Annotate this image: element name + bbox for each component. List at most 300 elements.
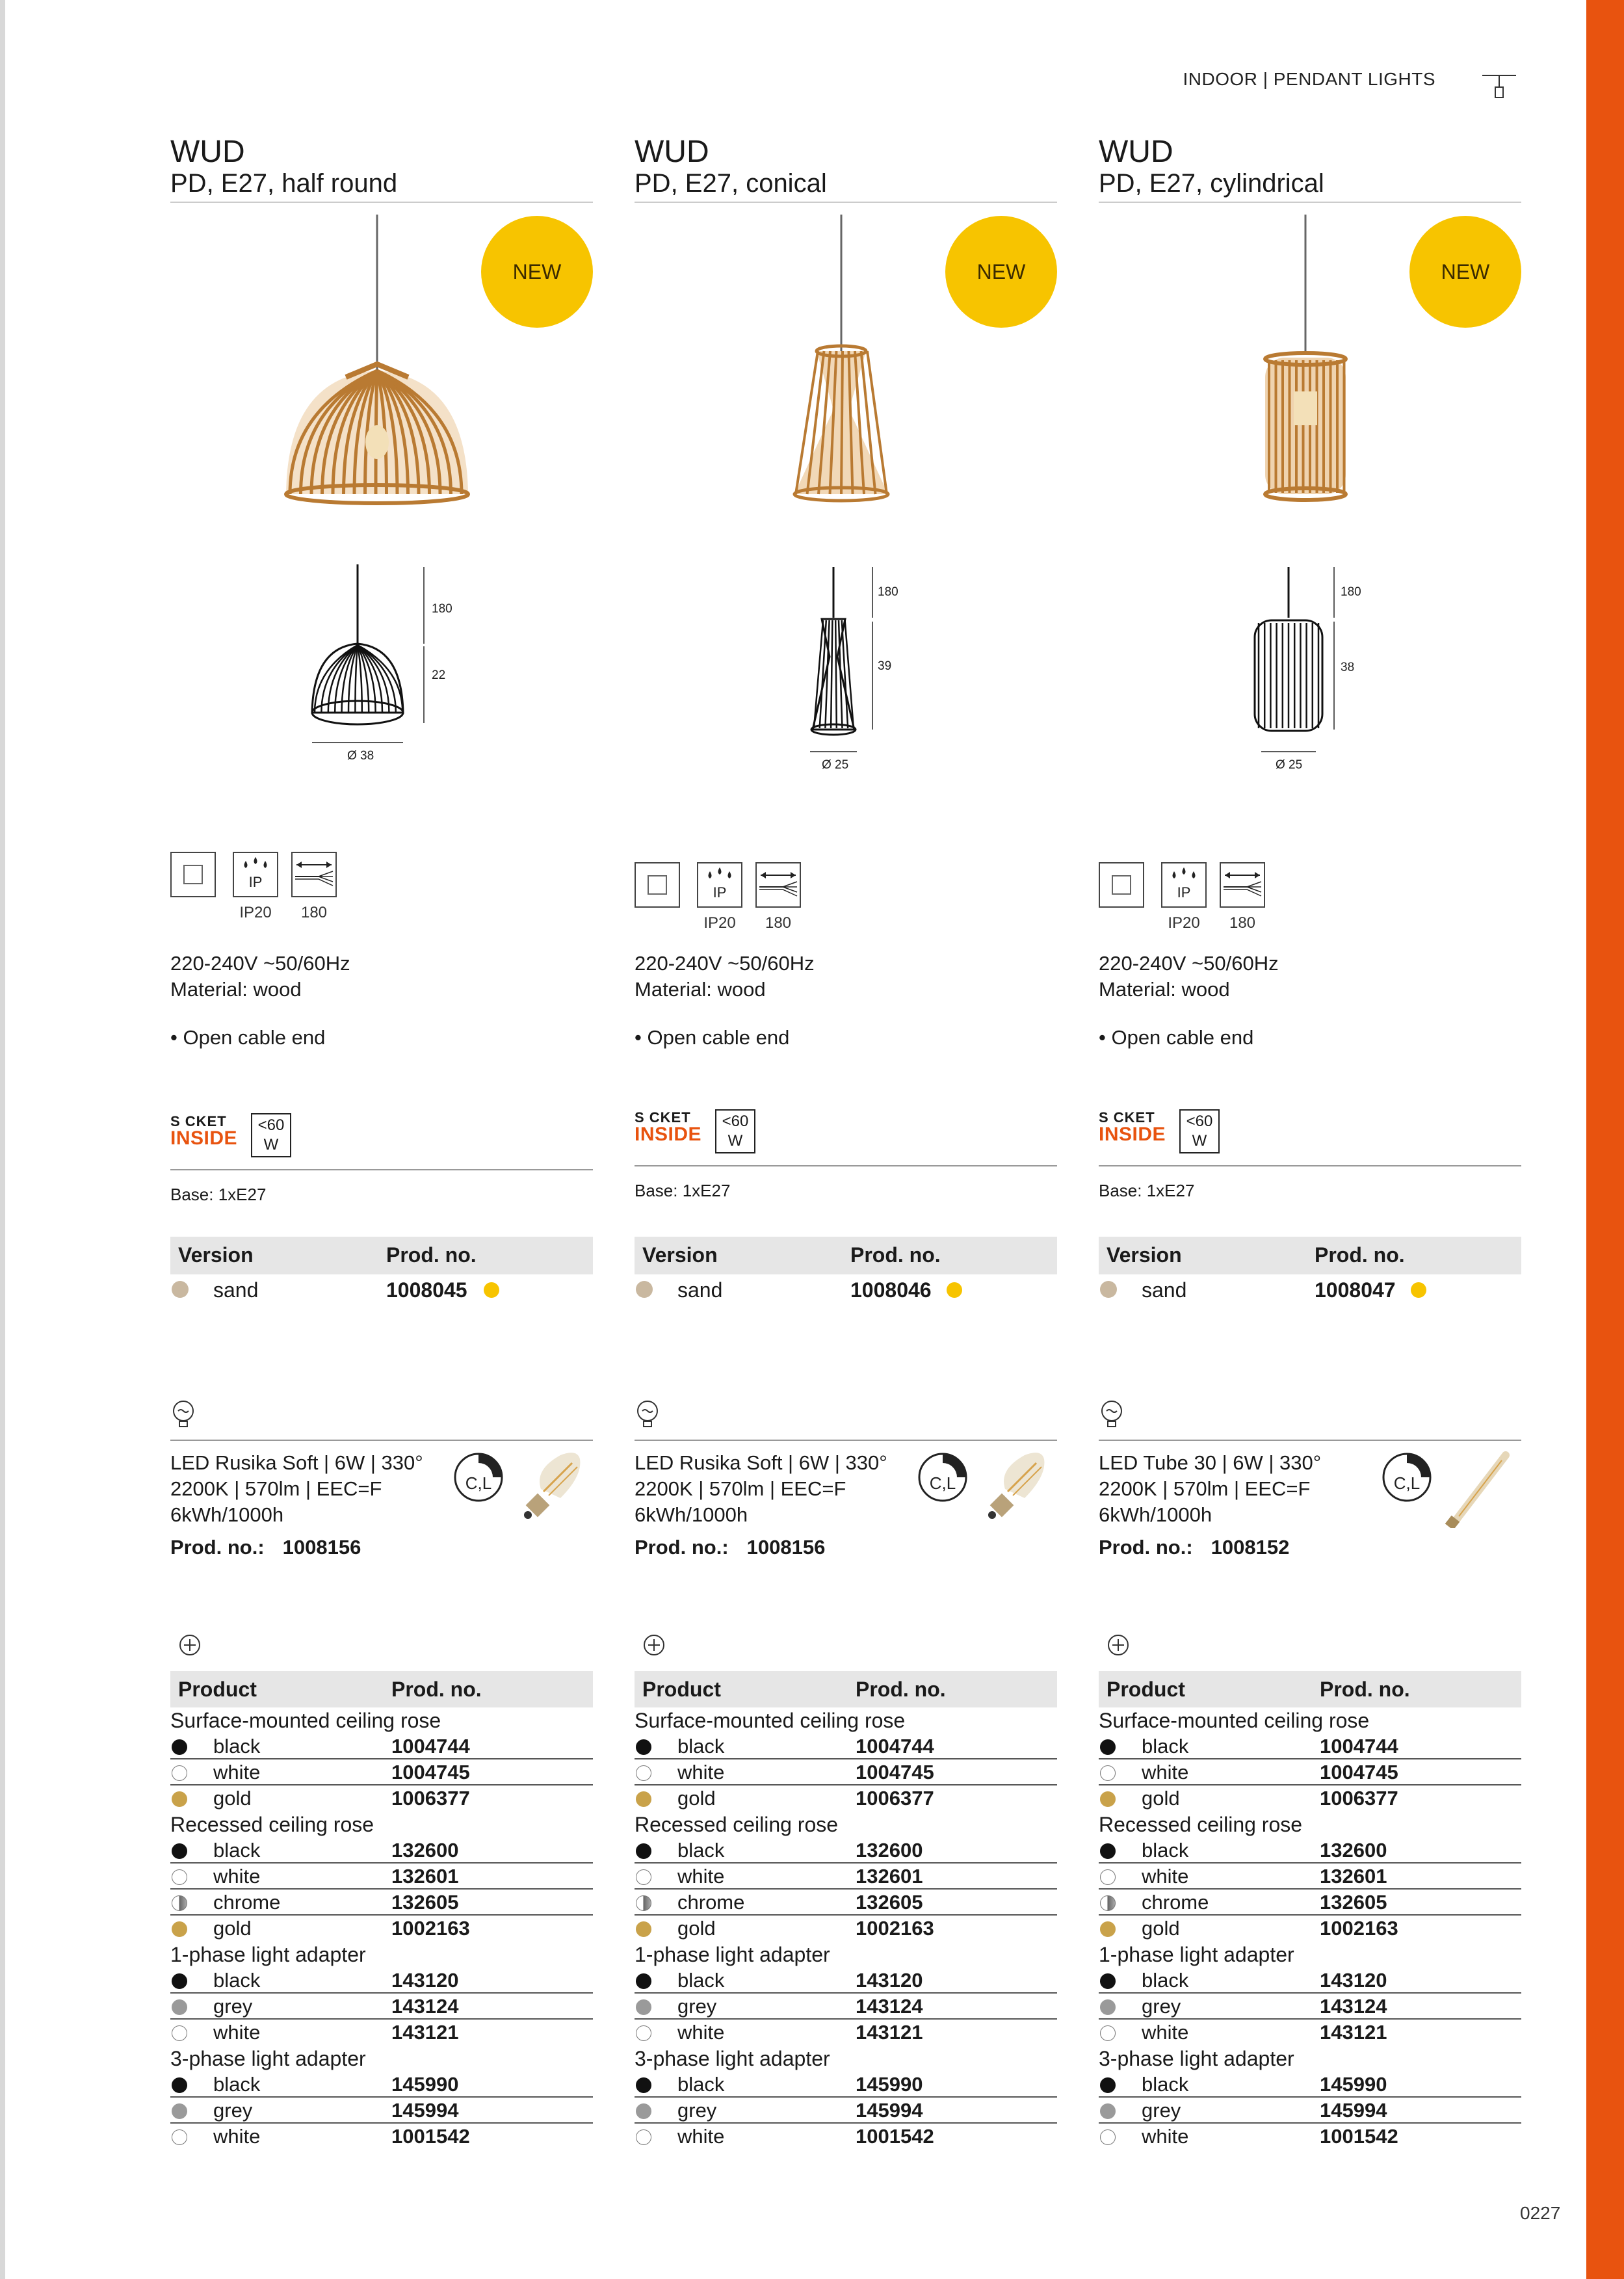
accessory-row: [635, 1785, 1057, 1811]
cable-label: 180: [1229, 914, 1256, 932]
accessory-row: [1099, 2072, 1521, 2098]
version-name: sand: [213, 1278, 259, 1302]
accessory-color: grey: [213, 1995, 253, 2018]
accessory-color: white: [1142, 1865, 1189, 1888]
accessory-color: black: [1142, 2073, 1189, 2096]
version-table-header: Version Prod. no.: [635, 1237, 1057, 1274]
svg-text:180: 180: [432, 602, 452, 616]
led-bulb-icon: [170, 1398, 196, 1432]
accessory-group-title: 3-phase light adapter: [170, 2047, 366, 2070]
ip-rating-icon: [233, 852, 278, 897]
socket-divider: [635, 1165, 1057, 1166]
led-divider: [1099, 1440, 1521, 1441]
accessory-row: [170, 1864, 593, 1890]
accessory-row: [170, 1890, 593, 1916]
accessory-prod-no: 1004744: [856, 1735, 934, 1758]
svg-text:C,L: C,L: [1393, 1473, 1421, 1493]
ip-rating-icon: [697, 862, 742, 908]
class-ii-icon: [635, 862, 680, 908]
accessory-prod-no: 145990: [856, 2073, 923, 2096]
accessories-table: [170, 1671, 593, 2150]
color-swatch: [636, 1895, 651, 1911]
led-prod-number: Prod. no.: 1008156: [170, 1536, 361, 1559]
color-swatch: [1100, 2103, 1116, 2119]
socket-inside-block: [170, 1113, 593, 1204]
accessory-row: [635, 2124, 1057, 2150]
new-indicator-dot: [1411, 1282, 1426, 1298]
new-indicator-dot: [484, 1282, 499, 1298]
svg-text:Ø 25: Ø 25: [822, 758, 849, 772]
accessory-prod-no: 143121: [1320, 2021, 1387, 2044]
color-swatch: [1100, 1739, 1116, 1755]
socket-inside-block: [635, 1109, 1057, 1200]
accessory-color: white: [1142, 2021, 1189, 2044]
inside-word: INSIDE: [170, 1127, 238, 1149]
cable-length-icon: [1220, 862, 1265, 908]
accessory-color: white: [677, 1865, 725, 1888]
accessory-color: black: [1142, 1735, 1189, 1758]
accessory-row: [1099, 1994, 1521, 2020]
accessory-color: white: [1142, 2125, 1189, 2148]
accessory-prod-no: 132601: [1320, 1865, 1387, 1888]
accessory-row: [635, 2020, 1057, 2046]
accessory-prod-no: 1002163: [856, 1917, 934, 1940]
accessories-header: Product Prod. no.: [170, 1671, 593, 1707]
accessory-color: chrome: [1142, 1891, 1209, 1914]
ip-rating-icon: [1161, 862, 1207, 908]
accessory-prod-no: 145990: [391, 2073, 459, 2096]
accessory-color: white: [677, 2125, 725, 2148]
accessory-row: [635, 1733, 1057, 1759]
product-subtitle: PD, E27, half round: [170, 169, 398, 198]
dimmable-icon: [1381, 1451, 1433, 1503]
accessory-row: [1099, 1968, 1521, 1994]
socket-inside-block: [1099, 1109, 1521, 1200]
svg-text:22: 22: [432, 668, 446, 682]
accessory-color: white: [213, 1865, 261, 1888]
socket-word: S CKET: [635, 1109, 691, 1126]
color-swatch: [1100, 1895, 1116, 1911]
new-badge: NEW: [481, 216, 593, 328]
color-swatch: [636, 2129, 651, 2145]
color-swatch: [1100, 1791, 1116, 1807]
accessory-row: [635, 2072, 1057, 2098]
color-swatch: [172, 1999, 187, 2015]
accessory-color: gold: [1142, 1917, 1180, 1940]
accessory-row: [635, 1890, 1057, 1916]
color-swatch: [172, 1895, 187, 1911]
title-divider: [1099, 202, 1521, 203]
led-bulb-photo: [1443, 1450, 1515, 1528]
accessories-icon: [642, 1633, 666, 1657]
svg-text:IP: IP: [248, 874, 263, 890]
color-swatch: [1100, 1921, 1116, 1937]
led-divider: [170, 1440, 593, 1441]
accessory-color: black: [1142, 1969, 1189, 1992]
accessory-color: gold: [677, 1787, 716, 1810]
accessory-prod-no: 1001542: [856, 2125, 934, 2148]
accessory-prod-no: 143120: [856, 1969, 923, 1992]
accessory-prod-no: 145994: [1320, 2099, 1387, 2122]
cable-label: 180: [300, 904, 328, 921]
accessory-group-title: 1-phase light adapter: [1099, 1943, 1294, 1966]
accessory-prod-no: 132600: [1320, 1839, 1387, 1862]
accessory-prod-no: 1006377: [1320, 1787, 1398, 1810]
led-recommendation: LED Rusika Soft | 6W | 330° 2200K | 570lm | EEC=F 6kWh/1000h: [635, 1451, 887, 1526]
accessory-group-title: 3-phase light adapter: [1099, 2047, 1294, 2070]
accessory-row: [170, 1838, 593, 1864]
version-row: [1099, 1274, 1521, 1303]
accessory-row: [170, 1968, 593, 1994]
accessory-prod-no: 143120: [391, 1969, 459, 1992]
left-margin-rule: [0, 0, 5, 2279]
led-bulb-photo: [979, 1450, 1051, 1528]
accessory-color: grey: [213, 2099, 253, 2122]
led-bulb-icon: [1099, 1398, 1125, 1432]
color-swatch: [172, 1791, 187, 1807]
accessories-icon: [1107, 1633, 1130, 1657]
accessory-color: black: [677, 2073, 725, 2096]
svg-text:Ø 25: Ø 25: [1276, 758, 1303, 772]
section-header: INDOOR | PENDANT LIGHTS: [1183, 69, 1435, 89]
accessory-color: white: [1142, 1761, 1189, 1784]
accessory-row: [170, 2072, 593, 2098]
accessory-prod-no: 1004745: [856, 1761, 934, 1784]
accessory-group-title: 1-phase light adapter: [170, 1943, 366, 1966]
accessory-row: [1099, 1759, 1521, 1785]
sand-swatch: [636, 1281, 653, 1298]
accessory-prod-no: 1002163: [391, 1917, 470, 1940]
accessory-row: [635, 1994, 1057, 2020]
accessory-row: [170, 2124, 593, 2150]
page-number: 0227: [1520, 2203, 1561, 2223]
max-wattage-box: <60 W: [251, 1113, 291, 1157]
accessory-row: [1099, 1916, 1521, 1942]
dimmable-icon: [917, 1451, 969, 1503]
base-info: Base: 1xE27: [635, 1181, 731, 1200]
accessory-prod-no: 1004744: [1320, 1735, 1398, 1758]
property-icons: [1099, 862, 1320, 934]
accessories-header: Product Prod. no.: [1099, 1671, 1521, 1707]
color-swatch: [172, 1869, 187, 1885]
accessory-color: black: [213, 1735, 261, 1758]
accessory-prod-no: 143121: [391, 2021, 459, 2044]
accessory-row: [635, 1968, 1057, 1994]
specifications: [635, 951, 815, 1003]
accessory-row: [170, 1916, 593, 1942]
feature-bullet: • Open cable end: [1099, 1026, 1254, 1049]
cable-length-icon: [291, 852, 337, 897]
accessory-prod-no: 143124: [1320, 1995, 1387, 2018]
accessory-prod-no: 1006377: [391, 1787, 470, 1810]
accessory-color: chrome: [677, 1891, 745, 1914]
led-divider: [635, 1440, 1057, 1441]
svg-text:C,L: C,L: [929, 1473, 956, 1493]
accessory-row: [170, 1733, 593, 1759]
accessory-row: [635, 1916, 1057, 1942]
class-ii-icon: [1099, 862, 1144, 908]
led-prod-number: Prod. no.: 1008152: [1099, 1536, 1290, 1559]
color-swatch: [636, 2103, 651, 2119]
feature-bullet: • Open cable end: [635, 1026, 790, 1049]
accessory-color: grey: [677, 1995, 717, 2018]
feature-bullet: • Open cable end: [170, 1026, 326, 1049]
accessory-row: [170, 1994, 593, 2020]
color-swatch: [636, 1973, 651, 1989]
accessory-group-title: Recessed ceiling rose: [635, 1813, 839, 1836]
accessory-row: [170, 1785, 593, 1811]
product-title: WUD: [170, 135, 245, 169]
accessory-row: [1099, 1733, 1521, 1759]
led-bulb-icon: [635, 1398, 661, 1432]
accessory-row: [1099, 2098, 1521, 2124]
version-prod-no: 1008046: [850, 1278, 932, 1302]
accessory-color: white: [677, 2021, 725, 2044]
product-column: [170, 0, 593, 2279]
max-wattage-box: <60 W: [715, 1109, 755, 1153]
accessory-color: black: [677, 1969, 725, 1992]
version-table-header: Version Prod. no.: [170, 1237, 593, 1274]
color-swatch: [172, 1843, 187, 1859]
material: Material: wood: [1099, 978, 1230, 1001]
accessory-color: gold: [213, 1787, 252, 1810]
accessories-table: [635, 1671, 1057, 2150]
accessory-prod-no: 143120: [1320, 1969, 1387, 1992]
version-row: [170, 1274, 593, 1303]
color-swatch: [1100, 1843, 1116, 1859]
color-swatch: [172, 2077, 187, 2093]
accessory-prod-no: 132605: [391, 1891, 459, 1914]
version-table: [635, 1237, 1057, 1303]
accessory-row: [635, 1864, 1057, 1890]
accessory-row: [1099, 1785, 1521, 1811]
specifications: [170, 951, 350, 1003]
accessory-row: [1099, 1864, 1521, 1890]
color-swatch: [636, 1739, 651, 1755]
accessory-color: black: [213, 1839, 261, 1862]
product-title: WUD: [635, 135, 709, 169]
orange-side-bar: [1586, 0, 1624, 2279]
product-subtitle: PD, E27, cylindrical: [1099, 169, 1324, 198]
accessory-color: gold: [213, 1917, 252, 1940]
accessory-color: gold: [1142, 1787, 1180, 1810]
version-name: sand: [1142, 1278, 1187, 1302]
svg-text:Ø 38: Ø 38: [347, 749, 374, 763]
accessory-row: [1099, 2020, 1521, 2046]
led-prod-number: Prod. no.: 1008156: [635, 1536, 826, 1559]
accessory-prod-no: 1004745: [391, 1761, 470, 1784]
cable-label: 180: [765, 914, 792, 932]
accessory-group-title: Recessed ceiling rose: [170, 1813, 374, 1836]
accessory-prod-no: 143121: [856, 2021, 923, 2044]
sand-swatch: [172, 1281, 189, 1298]
svg-text:IP: IP: [1177, 884, 1191, 901]
accessory-group-title: Surface-mounted ceiling rose: [170, 1709, 441, 1732]
color-swatch: [1100, 2025, 1116, 2041]
property-icons: [635, 862, 856, 934]
version-prod-no: 1008045: [386, 1278, 467, 1302]
accessory-color: black: [677, 1735, 725, 1758]
accessory-group-title: Surface-mounted ceiling rose: [1099, 1709, 1370, 1732]
accessory-prod-no: 132600: [391, 1839, 459, 1862]
accessory-prod-no: 1006377: [856, 1787, 934, 1810]
accessory-color: white: [213, 2125, 261, 2148]
svg-text:39: 39: [878, 659, 892, 673]
voltage: 220-240V ~50/60Hz: [170, 952, 350, 975]
ip-label: IP20: [1168, 914, 1200, 932]
color-swatch: [1100, 1973, 1116, 1989]
class-ii-icon: [170, 852, 216, 897]
accessory-row: [1099, 2124, 1521, 2150]
dimension-drawing: [1099, 559, 1521, 780]
accessories-icon: [178, 1633, 202, 1657]
title-divider: [635, 202, 1057, 203]
title-divider: [170, 202, 593, 203]
color-swatch: [172, 2025, 187, 2041]
socket-word: S CKET: [1099, 1109, 1155, 1126]
color-swatch: [172, 1921, 187, 1937]
accessory-row: [170, 2020, 593, 2046]
color-swatch: [636, 1791, 651, 1807]
accessory-color: black: [213, 2073, 261, 2096]
accessory-group-title: 1-phase light adapter: [635, 1943, 830, 1966]
product-subtitle: PD, E27, conical: [635, 169, 827, 198]
color-swatch: [636, 1921, 651, 1937]
accessory-row: [170, 2098, 593, 2124]
accessory-prod-no: 132605: [1320, 1891, 1387, 1914]
led-bulb-photo: [515, 1450, 586, 1528]
accessory-prod-no: 145994: [856, 2099, 923, 2122]
accessory-prod-no: 143124: [391, 1995, 459, 2018]
accessory-prod-no: 145994: [391, 2099, 459, 2122]
version-table: [1099, 1237, 1521, 1303]
accessory-prod-no: 1004744: [391, 1735, 470, 1758]
new-indicator-dot: [947, 1282, 962, 1298]
accessory-prod-no: 143124: [856, 1995, 923, 2018]
accessory-row: [170, 1759, 593, 1785]
accessory-row: [635, 1838, 1057, 1864]
sand-swatch: [1100, 1281, 1117, 1298]
ip-label: IP20: [239, 904, 272, 921]
base-info: Base: 1xE27: [170, 1185, 267, 1204]
material: Material: wood: [635, 978, 766, 1001]
color-swatch: [1100, 1765, 1116, 1781]
version-table: [170, 1237, 593, 1303]
svg-text:38: 38: [1341, 661, 1355, 674]
accessory-prod-no: 132605: [856, 1891, 923, 1914]
inside-word: INSIDE: [635, 1124, 702, 1145]
dimension-drawing: [170, 559, 593, 780]
product-title: WUD: [1099, 135, 1173, 169]
socket-divider: [170, 1169, 593, 1170]
accessory-color: chrome: [213, 1891, 281, 1914]
voltage: 220-240V ~50/60Hz: [1099, 952, 1279, 975]
accessory-row: [635, 2098, 1057, 2124]
accessory-color: grey: [1142, 2099, 1181, 2122]
property-icons: [170, 852, 391, 923]
accessory-group-title: Surface-mounted ceiling rose: [635, 1709, 906, 1732]
accessory-group-title: 3-phase light adapter: [635, 2047, 830, 2070]
color-swatch: [172, 1973, 187, 1989]
accessory-prod-no: 132601: [391, 1865, 459, 1888]
color-swatch: [1100, 1999, 1116, 2015]
color-swatch: [636, 2025, 651, 2041]
color-swatch: [172, 2129, 187, 2145]
accessory-prod-no: 1002163: [1320, 1917, 1398, 1940]
color-swatch: [1100, 2077, 1116, 2093]
cable-length-icon: [755, 862, 801, 908]
voltage: 220-240V ~50/60Hz: [635, 952, 815, 975]
new-badge: NEW: [945, 216, 1057, 328]
color-swatch: [636, 1999, 651, 2015]
accessory-color: black: [1142, 1839, 1189, 1862]
version-table-header: Version Prod. no.: [1099, 1237, 1521, 1274]
ip-label: IP20: [703, 914, 736, 932]
accessory-prod-no: 1001542: [1320, 2125, 1398, 2148]
accessory-color: grey: [1142, 1995, 1181, 2018]
base-info: Base: 1xE27: [1099, 1181, 1195, 1200]
color-swatch: [636, 2077, 651, 2093]
accessories-table: [1099, 1671, 1521, 2150]
accessory-prod-no: 145990: [1320, 2073, 1387, 2096]
color-swatch: [636, 1843, 651, 1859]
max-wattage-box: <60 W: [1179, 1109, 1220, 1153]
svg-text:180: 180: [1341, 585, 1361, 599]
product-column: [1099, 0, 1521, 2279]
accessory-color: black: [213, 1969, 261, 1992]
accessory-prod-no: 1004745: [1320, 1761, 1398, 1784]
color-swatch: [636, 1869, 651, 1885]
color-swatch: [1100, 1869, 1116, 1885]
new-badge: NEW: [1409, 216, 1521, 328]
color-swatch: [1100, 2129, 1116, 2145]
accessory-color: white: [677, 1761, 725, 1784]
inside-word: INSIDE: [1099, 1124, 1166, 1145]
accessory-prod-no: 1001542: [391, 2125, 470, 2148]
material: Material: wood: [170, 978, 302, 1001]
color-swatch: [636, 1765, 651, 1781]
accessory-color: gold: [677, 1917, 716, 1940]
svg-text:C,L: C,L: [465, 1473, 492, 1493]
version-row: [635, 1274, 1057, 1303]
accessory-row: [635, 1759, 1057, 1785]
accessory-row: [1099, 1838, 1521, 1864]
accessory-color: grey: [677, 2099, 717, 2122]
accessory-prod-no: 132600: [856, 1839, 923, 1862]
version-prod-no: 1008047: [1315, 1278, 1396, 1302]
led-recommendation: LED Tube 30 | 6W | 330° 2200K | 570lm | EEC=F 6kWh/1000h: [1099, 1451, 1322, 1526]
socket-word: S CKET: [170, 1113, 227, 1129]
color-swatch: [172, 1765, 187, 1781]
product-column: [635, 0, 1057, 2279]
accessory-group-title: Recessed ceiling rose: [1099, 1813, 1303, 1836]
color-swatch: [172, 1739, 187, 1755]
svg-text:IP: IP: [713, 884, 727, 901]
version-name: sand: [677, 1278, 723, 1302]
socket-divider: [1099, 1165, 1521, 1166]
dimension-drawing: [635, 559, 1057, 780]
accessories-header: Product Prod. no.: [635, 1671, 1057, 1707]
accessory-color: white: [213, 1761, 261, 1784]
color-swatch: [172, 2103, 187, 2119]
accessory-color: black: [677, 1839, 725, 1862]
accessory-color: white: [213, 2021, 261, 2044]
led-recommendation: LED Rusika Soft | 6W | 330° 2200K | 570lm | EEC=F 6kWh/1000h: [170, 1451, 423, 1526]
accessory-prod-no: 132601: [856, 1865, 923, 1888]
dimmable-icon: [452, 1451, 504, 1503]
svg-text:180: 180: [878, 585, 898, 599]
specifications: [1099, 951, 1279, 1003]
